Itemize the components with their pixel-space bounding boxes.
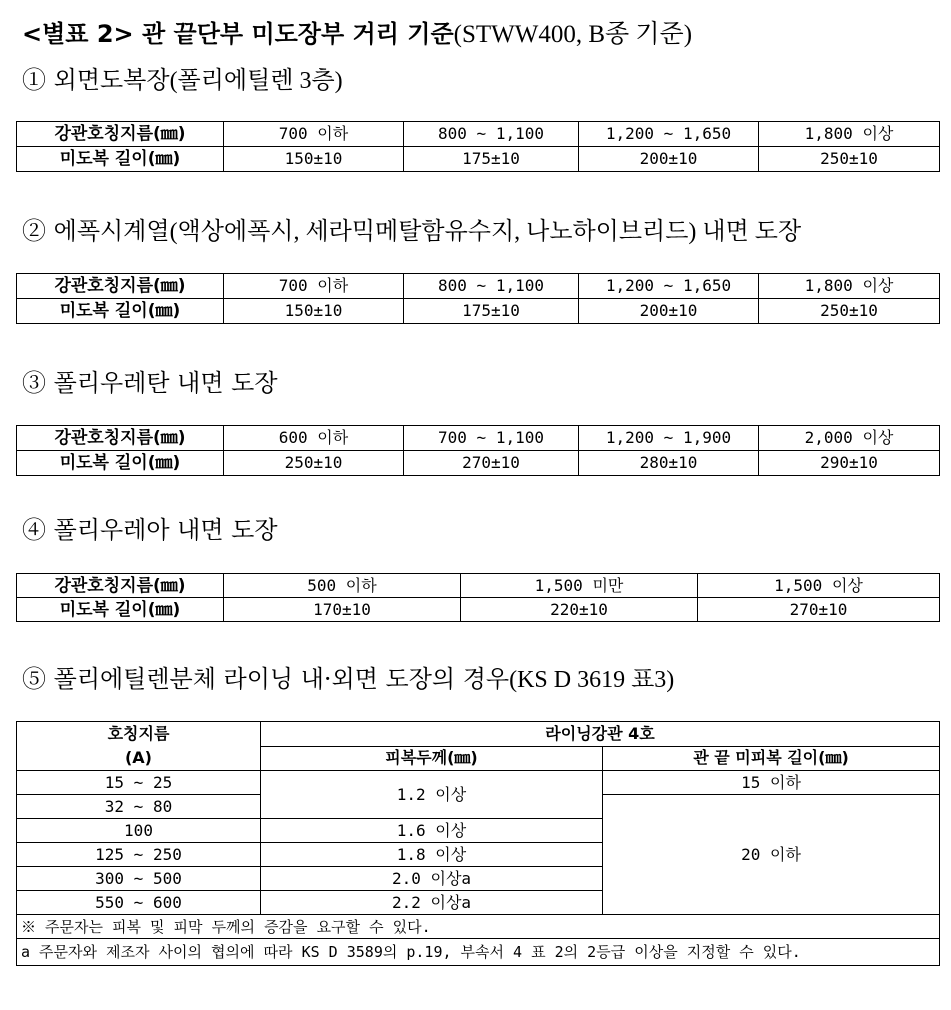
table-cell: 15 이하 <box>603 771 940 795</box>
table-row <box>17 274 940 299</box>
table-cell: 1,200 ~ 1,650 <box>579 122 759 147</box>
table-cell: 1.6 이상 <box>261 819 603 843</box>
table-cell: 290±10 <box>759 451 940 476</box>
section-3-heading: ③ 폴리우레탄 내면 도장 <box>22 369 278 397</box>
table-row <box>17 451 940 476</box>
table-cell: 700 이하 <box>224 274 404 299</box>
table-cell: 175±10 <box>404 299 579 324</box>
table-cell: 150±10 <box>224 299 404 324</box>
table-cell: 1,200 ~ 1,900 <box>579 426 759 451</box>
table-cell: 500 이하 <box>224 574 461 598</box>
table-row <box>17 598 940 622</box>
table-cell: 1,500 이상 <box>698 574 940 598</box>
length-label: 미도복 길이(㎜) <box>17 147 224 172</box>
table-cell: 250±10 <box>224 451 404 476</box>
table-cell: 1,800 이상 <box>759 274 940 299</box>
section-2-heading: ② 에폭시계열(액상에폭시, 세라믹메탈함유수지, 나노하이브리드) 내면 도장 <box>22 217 802 245</box>
table-cell: 1,200 ~ 1,650 <box>579 274 759 299</box>
diameter-label: 강관호칭지름(㎜) <box>17 574 224 598</box>
table-cell: 220±10 <box>461 598 698 622</box>
table-cell: 1.2 이상 <box>261 771 603 819</box>
section-1-table <box>16 121 940 172</box>
diameter-label: 강관호칭지름(㎜) <box>17 274 224 299</box>
table-cell: 1.8 이상 <box>261 843 603 867</box>
table-row <box>17 426 940 451</box>
table-cell: 2.0 이상a <box>261 867 603 891</box>
table-cell: 270±10 <box>404 451 579 476</box>
section-4-table <box>16 573 940 622</box>
section-3-table <box>16 425 940 476</box>
table-cell: 250±10 <box>759 147 940 172</box>
table-cell: 125 ~ 250 <box>17 843 261 867</box>
table-row <box>17 722 940 747</box>
table-cell: 550 ~ 600 <box>17 891 261 915</box>
diameter-label: 강관호칭지름(㎜) <box>17 122 224 147</box>
table-row <box>17 122 940 147</box>
section-2-table <box>16 273 940 324</box>
table-cell: 270±10 <box>698 598 940 622</box>
table-cell: 170±10 <box>224 598 461 622</box>
diameter-label: 강관호칭지름(㎜) <box>17 426 224 451</box>
table-cell: 15 ~ 25 <box>17 771 261 795</box>
note-2: a 주문자와 제조자 사이의 협의에 따라 KS D 3589의 p.19, 부속서 4 표 2의 2등급 이상을 지정할 수 있다. <box>17 939 940 966</box>
table-cell: 600 이하 <box>224 426 404 451</box>
table-cell: 280±10 <box>579 451 759 476</box>
table-row <box>17 299 940 324</box>
title-main: <별표 2> 관 끝단부 미도장부 거리 기준 <box>22 20 454 48</box>
table-cell: 1,800 이상 <box>759 122 940 147</box>
table-cell: 32 ~ 80 <box>17 795 261 819</box>
page-title <box>22 14 692 50</box>
length-label: 미도복 길이(㎜) <box>17 598 224 622</box>
table-row <box>17 771 940 795</box>
table-cell: 800 ~ 1,100 <box>404 122 579 147</box>
table-cell: 2.2 이상a <box>261 891 603 915</box>
section-1-heading: ① 외면도복장(폴리에틸렌 3층) <box>22 66 343 94</box>
thickness-header: 피복두께(㎜) <box>261 746 603 771</box>
table-cell: 250±10 <box>759 299 940 324</box>
table-row <box>17 147 940 172</box>
group-header: 라이닝강관 4호 <box>261 722 940 747</box>
length-header: 관 끝 미피복 길이(㎜) <box>603 746 940 771</box>
title-standard: (STWW400, B종 기준) <box>453 21 693 48</box>
diameter-header: 호칭지름 (A) <box>17 722 261 771</box>
length-label: 미도복 길이(㎜) <box>17 299 224 324</box>
table-row <box>17 574 940 598</box>
table-cell: 700 ~ 1,100 <box>404 426 579 451</box>
table-cell: 20 이하 <box>603 795 940 915</box>
table-cell: 1,500 미만 <box>461 574 698 598</box>
length-label: 미도복 길이(㎜) <box>17 451 224 476</box>
table-cell: 700 이하 <box>224 122 404 147</box>
table-cell: 2,000 이상 <box>759 426 940 451</box>
table-cell: 800 ~ 1,100 <box>404 274 579 299</box>
table-cell: 100 <box>17 819 261 843</box>
section-5-heading: ⑤ 폴리에틸렌분체 라이닝 내·외면 도장의 경우(KS D 3619 표3) <box>22 665 675 693</box>
section-5-table <box>16 721 940 966</box>
table-cell: 300 ~ 500 <box>17 867 261 891</box>
table-cell: 150±10 <box>224 147 404 172</box>
table-cell: 200±10 <box>579 147 759 172</box>
table-cell: 175±10 <box>404 147 579 172</box>
table-cell: 200±10 <box>579 299 759 324</box>
table-row <box>17 915 940 939</box>
section-4-heading: ④ 폴리우레아 내면 도장 <box>22 516 278 544</box>
table-row <box>17 939 940 966</box>
note-1: ※ 주문자는 피복 및 피막 두께의 증감을 요구할 수 있다. <box>17 915 940 939</box>
